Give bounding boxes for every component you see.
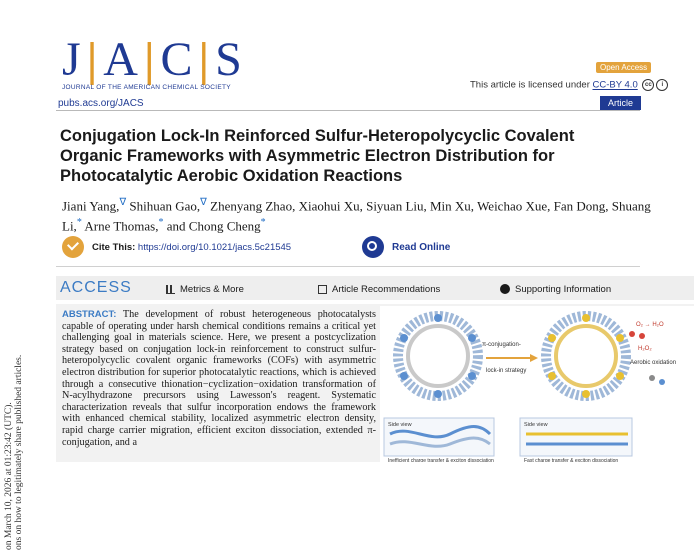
author-mark: * <box>76 217 82 229</box>
abstract-lead: ABSTRACT: <box>62 309 117 320</box>
author-mark: ∇ <box>119 197 127 208</box>
check-icon <box>62 236 84 258</box>
read-online-button[interactable] <box>362 236 458 260</box>
read-online-label: Read Online <box>392 241 451 253</box>
logo-letter: J <box>62 33 83 86</box>
toc-graphic[interactable] <box>380 306 694 462</box>
o2-label: O₂ → H₂O <box>636 322 664 328</box>
abstract <box>62 309 376 448</box>
license-link[interactable]: CC-BY 4.0 <box>592 79 638 91</box>
globe-icon <box>362 236 384 258</box>
bar-chart-icon <box>166 285 175 294</box>
header-divider <box>56 110 640 111</box>
journal-url[interactable]: pubs.acs.org/JACS <box>58 98 144 109</box>
abstract-text: The development of robust heterogeneous photocatalysts capable of operating under harsh chemical conditions remains a critical yet challenging goal in materials science. Here, we present a postcyclization strategy based on conjugation lock-in reinforcement to construct sulfur-heteropolycyclic covalent organic frameworks (COFs) with asymmetric electron distribution for superior photocatalytic reactions, which is achieved through a consecutive thionation−cyclization−oxidation transformation of N-acylhydrazone precursors using Lawesson's reagent. Systematic characterization reveals that sulfur incorporation endows the framework with enhanced chemical stability, localized asymmetric electron density, rapid charge carrier migration, efficient exciton dissociation, extended π-conjugation, and a <box>62 309 376 448</box>
journal-subtitle: JOURNAL OF THE AMERICAN CHEMICAL SOCIETY <box>62 84 231 91</box>
supporting-info-label: Supporting Information <box>515 284 612 295</box>
doi-link[interactable]: https://doi.org/10.1021/jacs.5c21545 <box>137 241 292 253</box>
article-type-badge: Article <box>600 96 641 110</box>
document-icon <box>318 285 327 294</box>
author[interactable]: Jiani Yang, <box>62 198 120 214</box>
h2o2-label: H₂O₂ <box>638 346 652 352</box>
author-mark: * <box>158 217 164 229</box>
author-mark: * <box>260 217 266 229</box>
author-mark: ∇ <box>200 197 207 208</box>
logo-letter: A <box>103 33 140 86</box>
logo-letter: S <box>215 33 244 86</box>
transform-arrow <box>486 354 538 362</box>
si-icon <box>500 284 510 294</box>
aerobic-label: Aerobic oxidation <box>630 360 677 366</box>
article-title: Conjugation Lock-In Reinforced Sulfur-Heteropolycyclic Covalent Organic Frameworks with Asymmetric Electron Distribution for Photocatalytic Aerobic Oxidation Reactions <box>60 127 575 185</box>
recommendations-label: Article Recommendations <box>332 284 441 295</box>
arrow-label: lock-in strategy <box>486 368 527 374</box>
divider <box>56 266 640 267</box>
toc-caption: Inefficient charge transfer & exciton dissociation <box>388 458 494 462</box>
author[interactable]: Arne Thomas, <box>84 218 159 234</box>
cof-ring-left <box>398 314 478 398</box>
side-view-label: Side view <box>524 422 548 428</box>
margin-note <box>4 170 24 550</box>
side-view-label: Side view <box>388 422 412 428</box>
by-icon: i <box>656 79 668 91</box>
cc-icon: cc <box>642 79 654 91</box>
margin-note-line: ons on how to legitimately share published articles. <box>14 354 24 550</box>
open-access-badge: Open Access <box>596 62 651 73</box>
toc-caption: Fast charge transfer & exciton dissociation <box>524 458 619 462</box>
supporting-info-button[interactable] <box>500 284 611 295</box>
author[interactable]: Zhenyang Zhao, Xiaohui Xu, Siyuan Liu, Min Xu, Weichao Xue, Fan Dong, Shuang Li, <box>62 198 651 234</box>
license-line <box>470 79 668 91</box>
author[interactable]: Shihuan Gao, <box>129 198 201 214</box>
logo-letter: C <box>160 33 195 86</box>
margin-note-line: on March 10, 2026 at 01:23:42 (UTC). <box>4 402 14 550</box>
metrics-label: Metrics & More <box>180 284 244 295</box>
arrow-label: π-conjugation- <box>482 342 521 348</box>
author[interactable]: and Chong Cheng <box>166 218 261 234</box>
cite-label: Cite This: <box>92 241 136 253</box>
cite-this[interactable] <box>62 236 352 260</box>
toc-illustration <box>380 306 694 462</box>
recommendations-button[interactable] <box>318 284 440 295</box>
access-label: ACCESS <box>60 279 132 296</box>
jacs-logo[interactable]: J|A|C|S <box>62 33 244 86</box>
author-list <box>62 194 652 235</box>
license-text: This article is licensed under <box>470 79 590 91</box>
metrics-button[interactable] <box>166 284 244 295</box>
cof-ring-right <box>546 314 626 398</box>
